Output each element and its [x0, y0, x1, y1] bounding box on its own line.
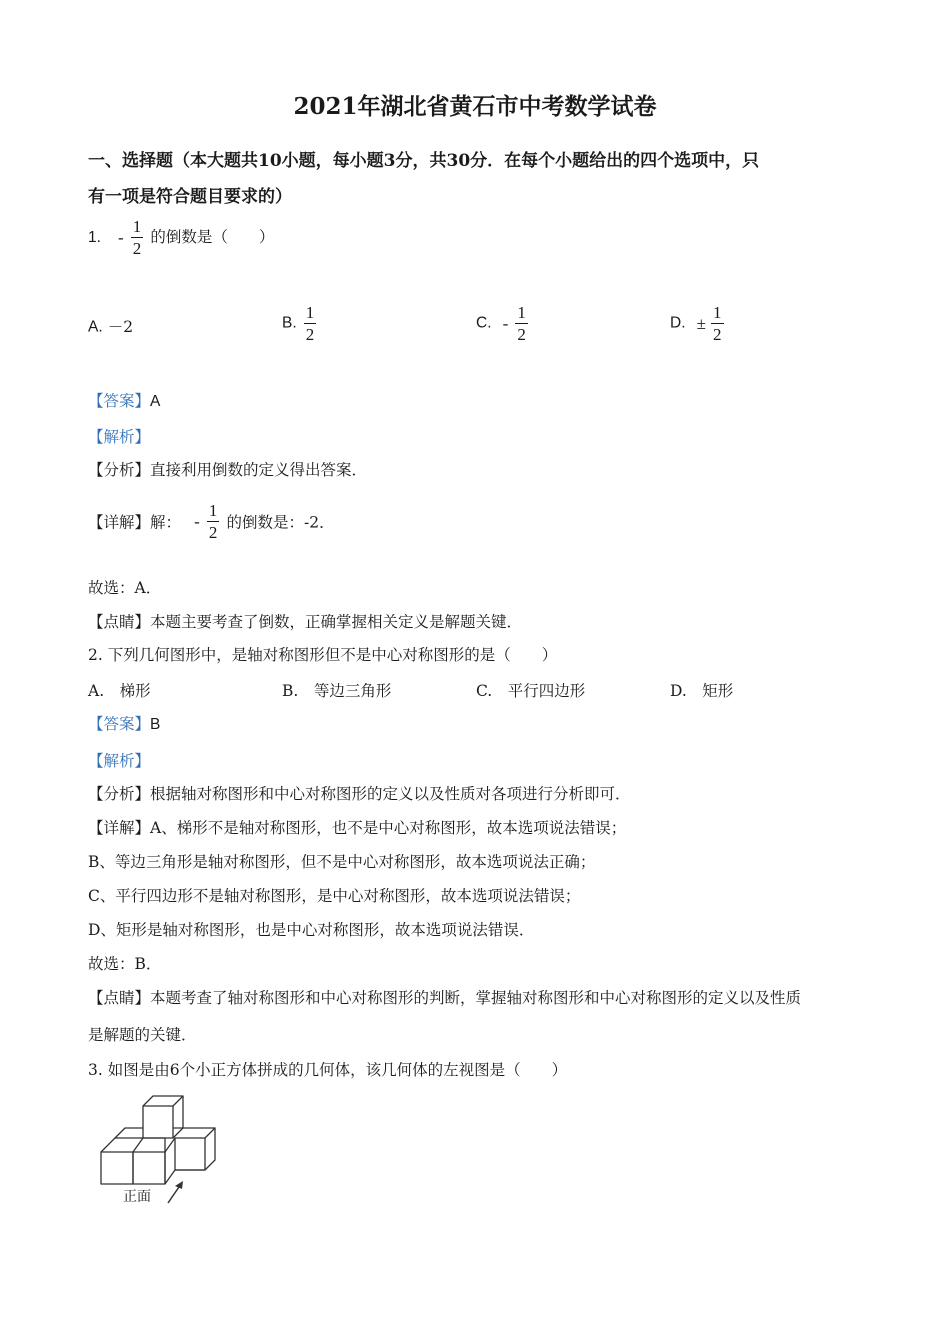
q3-stem: 3. 如图是由6个小正方体拼成的几何体，该几何体的左视图是（ ） [88, 1061, 568, 1079]
q1-xiangjie: 【详解】解： - $\frac{1}{2}$ 的倒数是：-2． [88, 501, 335, 542]
q3-cube-figure [95, 1090, 230, 1212]
front-arrow-icon [165, 1180, 187, 1206]
q2-analysis-tag: 【解析】 [88, 752, 151, 770]
q2-line-d: D、矩形是轴对称图形，也是中心对称图形，故本选项说法错误． [88, 921, 535, 939]
q1-option-c: C. - $\frac{1}{2}$ [476, 303, 526, 344]
q1-number: 1. [88, 229, 101, 246]
page-title: 2021年湖北省黄石市中考数学试卷 [293, 93, 657, 120]
section-heading-line1: 一、选择题（本大题共10小题，每小题3分，共30分．在每个小题给出的四个选项中，只 [88, 151, 760, 171]
q1-answer: 【答案】A [88, 392, 161, 410]
q1-minus: - [118, 227, 124, 247]
q1-option-b: B. $\frac{1}{2}$ [282, 303, 315, 344]
q2-option-b: B. 等边三角形 [282, 682, 392, 700]
q2-guxuan: 故选：B． [88, 955, 162, 973]
q1-fraction: $\frac{1}{2}$ [132, 217, 142, 258]
q2-option-d: D. 矩形 [670, 682, 734, 700]
q1-fenxi: 【分析】直接利用倒数的定义得出答案． [88, 461, 368, 479]
q1-dianjing: 【点睛】本题主要考查了倒数，正确掌握相关定义是解题关键． [88, 613, 523, 631]
q1-analysis-tag: 【解析】 [88, 428, 151, 446]
q2-fenxi: 【分析】根据轴对称图形和中心对称图形的定义以及性质对各项进行分析即可． [88, 785, 631, 803]
q1-option-a: A. －2 [88, 318, 134, 336]
q2-line-c: C、平行四边形不是轴对称图形，是中心对称图形，故本选项说法错误； [88, 887, 581, 905]
q2-xiangjie: 【详解】A、梯形不是轴对称图形，也不是中心对称图形，故本选项说法错误； [88, 819, 627, 837]
cube-stack-drawing [95, 1090, 230, 1212]
q1-stem [88, 218, 274, 257]
q1-stem-tail: 的倒数是（ ） [150, 228, 275, 246]
q2-option-c: C. 平行四边形 [476, 682, 586, 700]
q2-dianjing-line1: 【点睛】本题考查了轴对称图形和中心对称图形的判断，掌握轴对称图形和中心对称图形的定义以及性质 [88, 989, 802, 1007]
front-label: 正面 [123, 1189, 151, 1205]
q2-stem: 2. 下列几何图形中，是轴对称图形但不是中心对称图形的是（ ） [88, 646, 558, 664]
section-heading-line2: 有一项是符合题目要求的） [88, 187, 292, 207]
q1-guxuan: 故选：A． [88, 579, 162, 597]
q2-option-a: A. 梯形 [88, 682, 151, 700]
q2-dianjing-line2: 是解题的关键． [88, 1026, 197, 1044]
q1-option-d: D. ± $\frac{1}{2}$ [670, 303, 722, 344]
q2-line-b: B、等边三角形是轴对称图形，但不是中心对称图形，故本选项说法正确； [88, 853, 596, 871]
q2-answer: 【答案】B [88, 715, 161, 733]
